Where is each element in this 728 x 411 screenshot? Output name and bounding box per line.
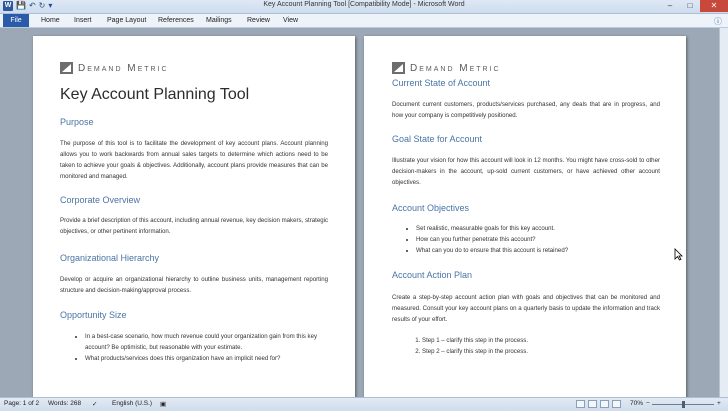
action-plan-paragraph: Create a step-by-step account action plan with goals and objectives that can be monitored and measured. Consult your key account plans on a quarterly basis to update the information and track results of your effort. bbox=[392, 294, 660, 323]
print-layout-view-icon[interactable] bbox=[576, 400, 585, 408]
overview-paragraph: Provide a brief description of this account, including annual revenue, key decision makers, strategic objectives, or other pertinent information. bbox=[60, 217, 328, 235]
tab-references[interactable]: References bbox=[158, 17, 194, 24]
logo-text: Demand Metric bbox=[78, 62, 169, 74]
status-bar bbox=[0, 397, 728, 411]
opportunity-list bbox=[73, 331, 340, 364]
heading-account-objectives: Account Objectives bbox=[392, 203, 470, 213]
tab-insert[interactable]: Insert bbox=[74, 17, 92, 24]
macro-record-icon[interactable]: ▣ bbox=[160, 401, 167, 408]
tab-home[interactable]: Home bbox=[41, 17, 60, 24]
redo-icon[interactable]: ↻ bbox=[38, 1, 46, 10]
goal-state-paragraph: Illustrate your vision for how this account will look in 12 months. You might have cross-sold to other decision-makers in the account, up-sold current customers, or have achieved other account objectives. bbox=[392, 157, 660, 186]
customize-qat-icon[interactable]: ▾ bbox=[48, 1, 53, 10]
tab-file[interactable]: File bbox=[3, 14, 29, 27]
close-icon[interactable]: ✕ bbox=[700, 0, 728, 12]
tab-mailings[interactable]: Mailings bbox=[206, 17, 232, 24]
ribbon-tabs bbox=[0, 14, 728, 28]
objectives-list bbox=[404, 223, 672, 256]
document-workspace bbox=[0, 28, 728, 397]
web-layout-icon[interactable] bbox=[600, 400, 609, 408]
outline-view-icon[interactable] bbox=[612, 400, 621, 408]
full-screen-reading-icon[interactable] bbox=[588, 400, 597, 408]
heading-goal-state: Goal State for Account bbox=[392, 134, 483, 144]
hierarchy-paragraph: Develop or acquire an organizational hierarchy to outline business units, management reporting structure and decision-making/approval process. bbox=[60, 276, 328, 294]
heading-current-state: Current State of Account bbox=[392, 78, 491, 88]
help-icon[interactable]: ⓘ bbox=[714, 17, 722, 26]
demand-metric-logo bbox=[392, 62, 501, 74]
list-item: • In a best-case scenario, how much revenue could your organization gain from this key account? Be optimistic, but reasonable with your estimate. bbox=[85, 331, 340, 353]
action-steps-list bbox=[410, 335, 670, 357]
demand-metric-logo bbox=[60, 62, 169, 74]
logo-text: Demand Metric bbox=[410, 62, 501, 74]
logo-mark-icon bbox=[60, 62, 73, 74]
heading-corporate-overview: Corporate Overview bbox=[60, 195, 141, 205]
list-item: • What products/services does this organization have an implicit need for? bbox=[85, 353, 340, 364]
page-2 bbox=[364, 36, 686, 404]
tab-review[interactable]: Review bbox=[247, 17, 270, 24]
document-title: Key Account Planning Tool bbox=[60, 86, 250, 103]
current-state-paragraph: Document current customers, products/services purchased, any deals that are in progress, and how your company is competitively positioned. bbox=[392, 101, 660, 119]
language-indicator[interactable]: English (U.S.) bbox=[112, 400, 153, 407]
heading-purpose: Purpose bbox=[60, 117, 94, 127]
tab-page-layout[interactable]: Page Layout bbox=[107, 17, 147, 24]
heading-organizational-hierarchy: Organizational Hierarchy bbox=[60, 253, 160, 263]
page-count[interactable]: Page: 1 of 2 bbox=[4, 400, 40, 407]
zoom-slider-thumb[interactable] bbox=[682, 401, 685, 408]
page-1 bbox=[33, 36, 355, 404]
purpose-paragraph: The purpose of this tool is to facilitate the development of key account plans. Account planning allows you to work backwards from annual sales targets to determine which actions need to be taken to achieve your goals & objectives. Additionally, account plans provide measures that can be monitored and managed. bbox=[60, 140, 328, 180]
vertical-scrollbar[interactable] bbox=[719, 28, 728, 397]
list-item: • What can you do to ensure that this account is retained? bbox=[416, 245, 672, 256]
word-app-icon[interactable]: W bbox=[4, 2, 12, 9]
word-count[interactable]: Words: 268 bbox=[48, 400, 82, 407]
minimize-icon[interactable]: – bbox=[667, 1, 673, 10]
logo-mark-icon bbox=[392, 62, 405, 74]
zoom-out-icon[interactable]: − bbox=[646, 400, 650, 407]
mouse-cursor-icon bbox=[674, 248, 683, 261]
zoom-level[interactable]: 70% bbox=[630, 400, 644, 407]
title-bar bbox=[0, 0, 728, 14]
tab-view[interactable]: View bbox=[283, 17, 299, 24]
save-icon[interactable]: 💾 bbox=[16, 1, 26, 10]
list-item: 2. Step 2 – clarify this step in the process. bbox=[422, 346, 670, 357]
heading-opportunity-size: Opportunity Size bbox=[60, 310, 127, 320]
zoom-in-icon[interactable]: + bbox=[717, 400, 721, 407]
proofing-icon[interactable]: ✓ bbox=[92, 401, 98, 408]
window-title: Key Account Planning Tool [Compatibility Mode] - Microsoft Word bbox=[263, 1, 465, 8]
list-item: 1. Step 1 – clarify this step in the process. bbox=[422, 335, 670, 346]
maximize-icon[interactable]: □ bbox=[687, 1, 693, 10]
list-item: • Set realistic, measurable goals for this key account. bbox=[416, 223, 672, 234]
heading-account-action-plan: Account Action Plan bbox=[392, 270, 473, 280]
undo-icon[interactable]: ↶ bbox=[28, 1, 36, 10]
list-item: • How can you further penetrate this account? bbox=[416, 234, 672, 245]
window-controls bbox=[660, 0, 728, 12]
